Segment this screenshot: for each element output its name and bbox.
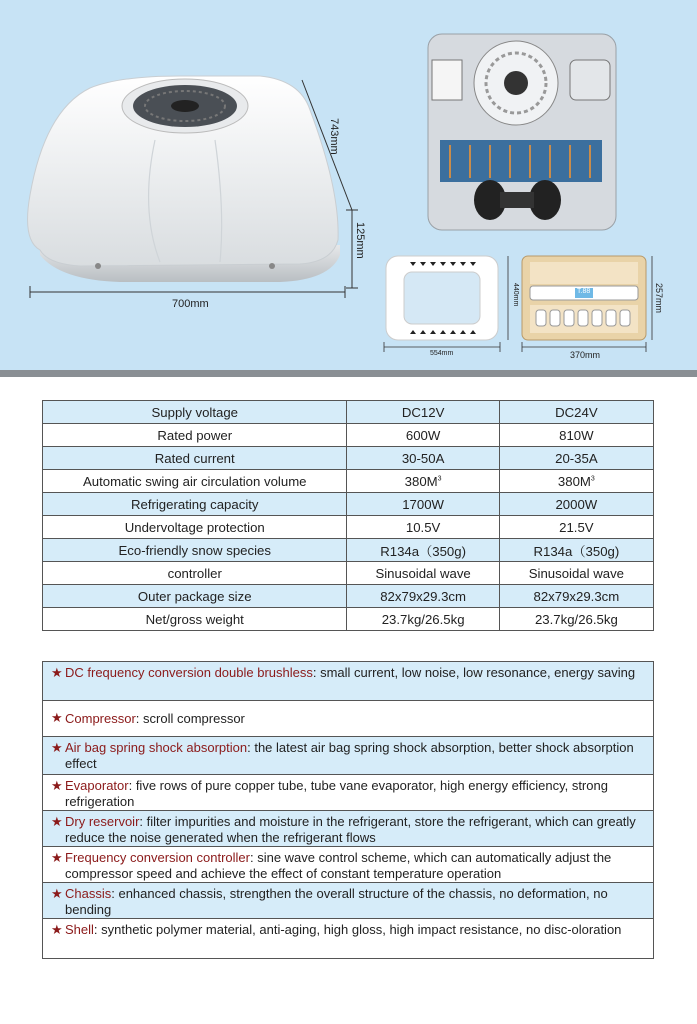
spec-label-cell: Eco-friendly snow species bbox=[43, 539, 347, 562]
feature-title: Frequency conversion controller bbox=[65, 850, 250, 865]
spec-dc24-cell: $380M^3$ bbox=[499, 470, 653, 493]
feature-title: Chassis bbox=[65, 886, 112, 901]
star-icon: ★ bbox=[51, 778, 63, 793]
spec-dc24-cell: 2000W bbox=[499, 493, 653, 516]
feature-content bbox=[65, 922, 621, 937]
spec-dc12-cell: R134a（350g) bbox=[347, 539, 499, 562]
feature-content bbox=[65, 711, 245, 727]
frame-height-label: 440mm bbox=[512, 283, 519, 307]
spec-dc12-cell: 600W bbox=[347, 424, 499, 447]
spec-row bbox=[43, 424, 654, 447]
spec-row bbox=[43, 516, 654, 539]
star-icon: ★ bbox=[51, 922, 63, 937]
spec-label-cell: Net/gross weight bbox=[43, 608, 347, 631]
width-dimension-label: 700mm bbox=[172, 298, 209, 310]
spec-row bbox=[43, 401, 654, 424]
spec-dc24-cell: DC24V bbox=[499, 401, 653, 424]
spec-label-cell: Outer package size bbox=[43, 585, 347, 608]
air-conditioner-unit-illustration bbox=[0, 0, 697, 370]
spec-dc12-cell: 23.7kg/26.5kg bbox=[347, 608, 499, 631]
spec-row bbox=[43, 608, 654, 631]
feature-item bbox=[42, 701, 654, 737]
spec-row bbox=[43, 585, 654, 608]
feature-title: Air bag spring shock absorption bbox=[65, 740, 248, 755]
feature-title: Shell bbox=[65, 922, 94, 937]
superscript: 3 bbox=[437, 475, 442, 483]
spec-dc12-cell: Sinusoidal wave bbox=[347, 562, 499, 585]
spec-row bbox=[43, 562, 654, 585]
feature-description: : sine wave control scheme, which can automatically adjust the compressor speed and achieve the effect of constant temperature operation bbox=[65, 850, 612, 881]
spec-label-cell: Rated power bbox=[43, 424, 347, 447]
feature-description: : the latest air bag spring shock absorption, better shock absorption effect bbox=[65, 740, 634, 771]
spec-label-cell: controller bbox=[43, 562, 347, 585]
star-icon: ★ bbox=[51, 850, 63, 865]
spec-dc12-cell: 10.5V bbox=[347, 516, 499, 539]
feature-item bbox=[42, 919, 654, 959]
spec-row bbox=[43, 493, 654, 516]
spec-dc24-cell: 82x79x29.3cm bbox=[499, 585, 653, 608]
feature-content bbox=[65, 850, 611, 881]
height-dimension-label: 125mm bbox=[354, 222, 366, 259]
feature-description: : scroll compressor bbox=[135, 710, 245, 726]
feature-item bbox=[42, 775, 654, 811]
feature-content bbox=[65, 886, 608, 917]
feature-description: : synthetic polymer material, anti-aging, high gloss, high impact resistance, no disc-oloration bbox=[93, 922, 622, 937]
feature-title: Dry reservoir bbox=[65, 814, 140, 829]
panel-display-readout: T.88 bbox=[577, 288, 591, 295]
feature-description: : five rows of pure copper tube, tube vane evaporator, high energy efficiency, strong refrigeration bbox=[65, 778, 608, 809]
star-icon: ★ bbox=[51, 740, 63, 755]
star-icon: ★ bbox=[51, 886, 63, 901]
spec-dc24-cell: 21.5V bbox=[499, 516, 653, 539]
feature-content bbox=[65, 665, 635, 680]
spec-dc12-cell: 30-50A bbox=[347, 447, 499, 470]
feature-content bbox=[65, 778, 608, 809]
spec-label-cell: Automatic swing air circulation volume bbox=[43, 470, 347, 493]
spec-label-cell: Rated current bbox=[43, 447, 347, 470]
spec-dc12-cell: 1700W bbox=[347, 493, 499, 516]
spec-dc12-cell: $380M^3$ bbox=[347, 470, 499, 493]
superscript: 3 bbox=[590, 475, 595, 483]
spec-dc12-cell: DC12V bbox=[347, 401, 499, 424]
feature-item bbox=[42, 811, 654, 847]
feature-item bbox=[42, 883, 654, 919]
star-icon: ★ bbox=[51, 814, 63, 829]
spec-table bbox=[42, 400, 654, 631]
spec-dc24-cell: 20-35A bbox=[499, 447, 653, 470]
length-dimension-label: 743mm bbox=[328, 118, 340, 155]
feature-description: : enhanced chassis, strengthen the overall structure of the chassis, no deformation, no bending bbox=[65, 886, 608, 917]
feature-title: Evaporator bbox=[65, 778, 129, 793]
feature-content bbox=[65, 740, 634, 771]
spec-label-cell: Undervoltage protection bbox=[43, 516, 347, 539]
frame-width-label: 554mm bbox=[430, 350, 454, 357]
spec-dc12-cell: 82x79x29.3cm bbox=[347, 585, 499, 608]
feature-item bbox=[42, 661, 654, 701]
star-icon: ★ bbox=[51, 665, 63, 680]
section-divider bbox=[0, 370, 697, 377]
feature-description: : small current, low noise, low resonance, energy saving bbox=[312, 665, 636, 680]
star-icon: ★ bbox=[51, 710, 63, 725]
spec-dc24-cell: R134a（350g) bbox=[499, 539, 653, 562]
feature-title: DC frequency conversion double brushless bbox=[65, 665, 313, 680]
spec-dc24-cell: 23.7kg/26.5kg bbox=[499, 608, 653, 631]
spec-label-cell: Supply voltage bbox=[43, 401, 347, 424]
feature-content bbox=[65, 814, 636, 845]
feature-item bbox=[42, 847, 654, 883]
feature-item bbox=[42, 737, 654, 775]
spec-row bbox=[43, 447, 654, 470]
feature-list bbox=[42, 661, 654, 959]
spec-row bbox=[43, 539, 654, 562]
panel-height-label: 257mm bbox=[654, 283, 664, 314]
spec-row bbox=[43, 470, 654, 493]
feature-description: : filter impurities and moisture in the refrigerant, store the refrigerant, which can greatly reduce the noise generated when the refrigerant flows bbox=[65, 814, 636, 845]
spec-dc24-cell: Sinusoidal wave bbox=[499, 562, 653, 585]
spec-dc24-cell: 810W bbox=[499, 424, 653, 447]
product-image-panel bbox=[0, 0, 697, 370]
feature-title: Compressor bbox=[65, 710, 136, 726]
spec-label-cell: Refrigerating capacity bbox=[43, 493, 347, 516]
panel-width-label: 370mm bbox=[570, 350, 601, 360]
